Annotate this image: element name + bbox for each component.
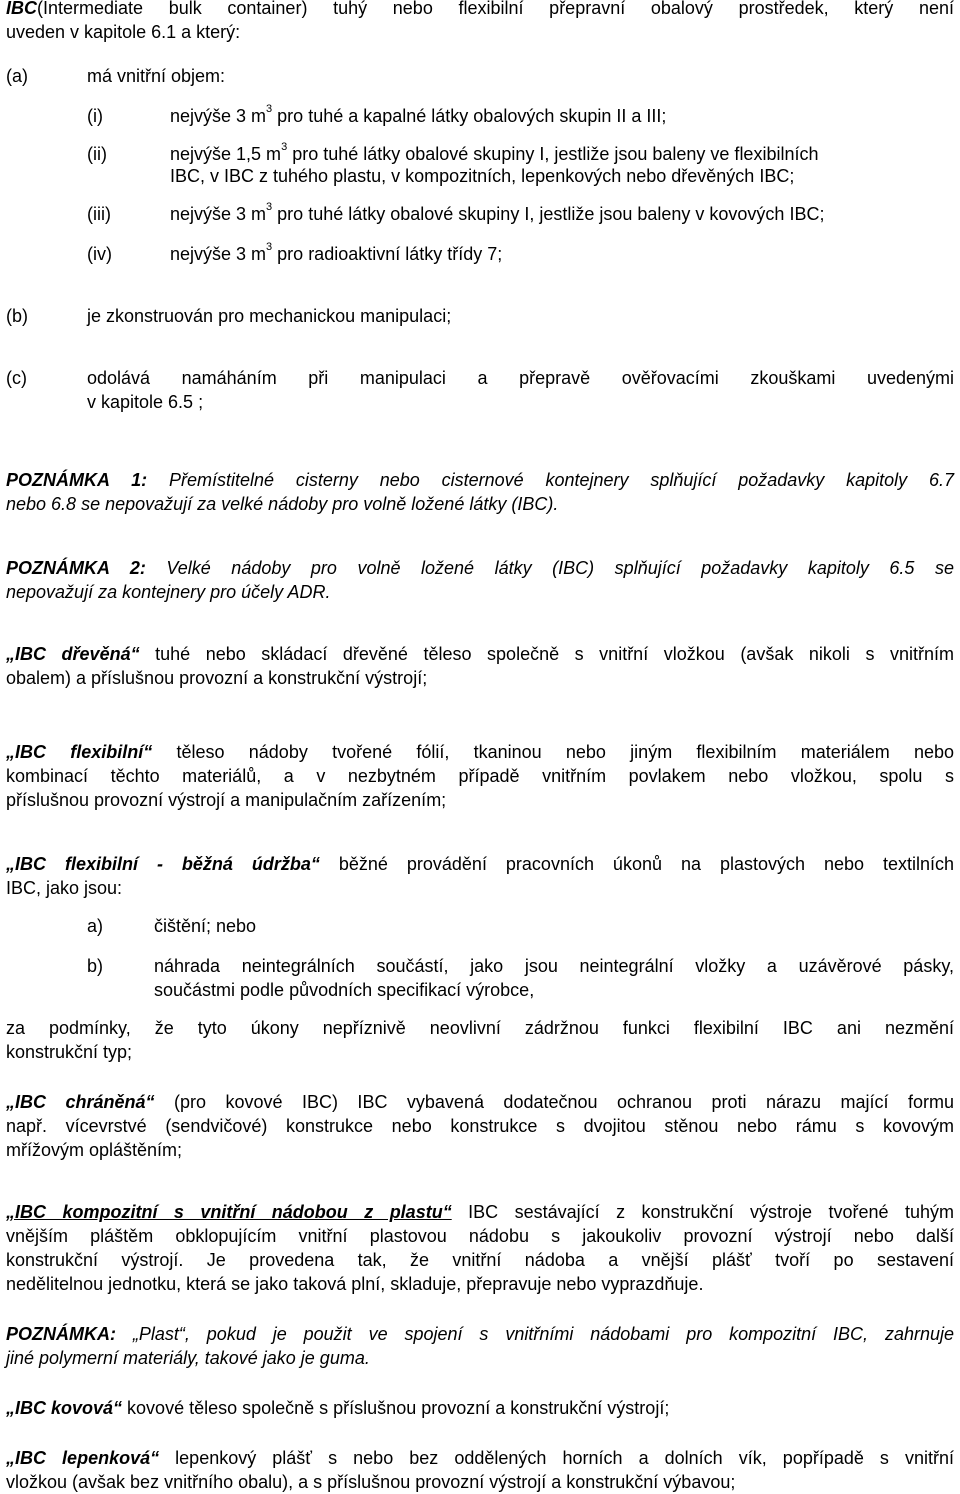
sub-iii-label: (iii) <box>87 204 111 224</box>
note-3-line-1: POZNÁMKA: „Plast“, pokud je použit ve spojení s vnitřními nádobami pro kompozitní IBC, zahrnuje <box>6 1324 954 1344</box>
sub-ii-text: nejvýše 1,5 $m^3$ pro tuhé látky obalové skupiny I, jestliže jsou baleny ve flexibilních <box>170 141 819 164</box>
sub-i-label: (i) <box>87 106 103 126</box>
intro-line-1: IBC(Intermediate bulk container) tuhý nebo flexibilní přepravní obalový prostředek, který není <box>6 0 954 18</box>
item-c-label: (c) <box>6 368 27 388</box>
def-metal-line-1: „IBC kovová“ kovové těleso společně s příslušnou provozní a konstrukční výstrojí; <box>6 1398 670 1418</box>
item-a-text: má vnitřní objem: <box>87 66 226 86</box>
def-maint-cont-1: za podmínky, že tyto úkony nepříznivě neovlivní zádržnou funkci flexibilní IBC ani nezmění <box>6 1018 954 1038</box>
def-flex-line-1: „IBC flexibilní“ těleso nádoby tvořené fólií, tkaninou nebo jiným flexibilním materiálem nebo <box>6 742 955 762</box>
item-b-label: (b) <box>6 306 28 326</box>
sub-iv-text: nejvýše 3 $m^3$ pro radioaktivní látky třídy 7; <box>170 241 503 264</box>
def-prot-line-3: mřížovým opláštěním; <box>6 1140 183 1160</box>
term-ibc-maint: „IBC flexibilní - běžná údržba“ <box>6 854 320 874</box>
term-ibc-metal: „IBC kovová“ <box>6 1398 123 1418</box>
maint-item-a-text: čištění; nebo <box>154 916 257 936</box>
intro-line-2: uveden v kapitole 6.1 a který: <box>6 22 241 42</box>
def-maint-line-2: IBC, jako jsou: <box>6 878 123 898</box>
note-2-line-1: POZNÁMKA 2: Velké nádoby pro volně ložené látky (IBC) splňující požadavky kapitoly 6.5 se <box>6 558 954 578</box>
note-3-label: POZNÁMKA: <box>6 1324 116 1344</box>
def-comp-line-1: „IBC kompozitní s vnitřní nádobou z plastu“ IBC sestávající z konstrukční výstroje tvořené tuhým <box>6 1202 955 1222</box>
def-maint-cont-2: konstrukční typ; <box>6 1042 133 1062</box>
maint-item-b-text: náhrada neintegrálních součástí, jako jsou neintegrální vložky a uzávěrové pásky, <box>154 956 954 976</box>
def-wood-line-2: obalem) a příslušnou provozní a konstrukční výstrojí; <box>6 668 428 688</box>
def-comp-line-2: vnějším pláštěm obklopujícím vnitřní plastovou nádobu s jakoukoliv provozní výstrojí nebo další <box>6 1226 954 1246</box>
term-ibc: IBC <box>6 0 37 18</box>
item-a-label: (a) <box>6 66 28 86</box>
note-1-line-2: nebo 6.8 se nepovažují za velké nádoby pro volně ložené látky (IBC). <box>6 494 559 514</box>
def-flex-line-2: kombinací těchto materiálů, a v nezbytném případě vnitřním povlakem nebo vložkou, spolu s <box>6 766 954 786</box>
def-flex-line-3: příslušnou provozní výstrojí a manipulačním zařízením; <box>6 790 447 810</box>
note-2-label: POZNÁMKA 2: <box>6 558 146 578</box>
maint-item-b-line-2: součástmi podle původních specifikací výrobce, <box>154 980 535 1000</box>
sub-iii-text: nejvýše 3 $m^3$ pro tuhé látky obalové skupiny I, jestliže jsou baleny v kovových IBC; <box>170 201 825 224</box>
item-c-line-1: odolává namáháním při manipulaci a přepravě ověřovacími zkouškami uvedenými <box>87 368 954 388</box>
maint-item-b-label: b) <box>87 956 104 976</box>
sub-iv-label: (iv) <box>87 244 112 264</box>
def-comp-line-3: konstrukční výstrojí. Je provedena tak, že vnitřní nádoba a vnější plášť tvoří po sestavení <box>6 1250 954 1270</box>
def-card-line-1: „IBC lepenková“ lepenkový plášť s nebo bez oddělených horních a dolních vík, popřípadě s vnitřní <box>6 1448 955 1468</box>
note-3-line-2: jiné polymerní materiály, takové jako je guma. <box>6 1348 370 1368</box>
def-card-line-2: vložkou (avšak bez vnitřního obalu), a s příslušnou provozní výstrojí a konstrukční výbavou; <box>6 1472 736 1492</box>
maint-item-a-label: a) <box>87 916 104 936</box>
term-ibc-cardboard: „IBC lepenková“ <box>6 1448 160 1468</box>
sub-ii-label: (ii) <box>87 144 107 164</box>
term-ibc-wood: „IBC dřevěná“ <box>6 644 140 664</box>
def-maint-line-1: „IBC flexibilní - běžná údržba“ běžné provádění pracovních úkonů na plastových nebo textilních <box>6 854 954 874</box>
note-2-line-2: nepovažují za kontejnery pro účely ADR. <box>6 582 331 602</box>
item-c-line-2: v kapitole 6.5 ; <box>87 392 204 412</box>
note-1-line-1: POZNÁMKA 1: Přemístitelné cisterny nebo cisternové kontejnery splňující požadavky kapitoly 6.7 <box>6 470 954 490</box>
item-b-text: je zkonstruován pro mechanickou manipulaci; <box>87 306 452 326</box>
note-1-label: POZNÁMKA 1: <box>6 470 148 490</box>
term-ibc-protected: „IBC chráněná“ <box>6 1092 155 1112</box>
sub-i-text: nejvýše 3 $m^3$ pro tuhé a kapalné látky obalových skupin II a III; <box>170 103 667 126</box>
def-comp-line-4: nedělitelnou jednotku, která se jako taková plní, skladuje, přepravuje nebo vyprazdňuje. <box>6 1274 704 1294</box>
def-prot-line-2: např. vícevrstvé (sendvičové) konstrukce nebo konstrukce s dvojitou stěnou nebo rámu s kovovým <box>6 1116 954 1136</box>
sub-ii-line-2: IBC, v IBC z tuhého plastu, v kompozitních, lepenkových nebo dřevěných IBC; <box>170 166 795 186</box>
term-ibc-flex: „IBC flexibilní“ <box>6 742 153 762</box>
def-prot-line-1: „IBC chráněná“ (pro kovové IBC) IBC vybavená dodatečnou ochranou proti nárazu mající formu <box>6 1092 954 1112</box>
def-wood-line-1: „IBC dřevěná“ tuhé nebo skládací dřevěné těleso společně s vnitřní vložkou (avšak nikoli s vnitřním <box>6 644 954 664</box>
term-ibc-composite: „IBC kompozitní s vnitřní nádobou z plastu“ <box>6 1202 452 1222</box>
